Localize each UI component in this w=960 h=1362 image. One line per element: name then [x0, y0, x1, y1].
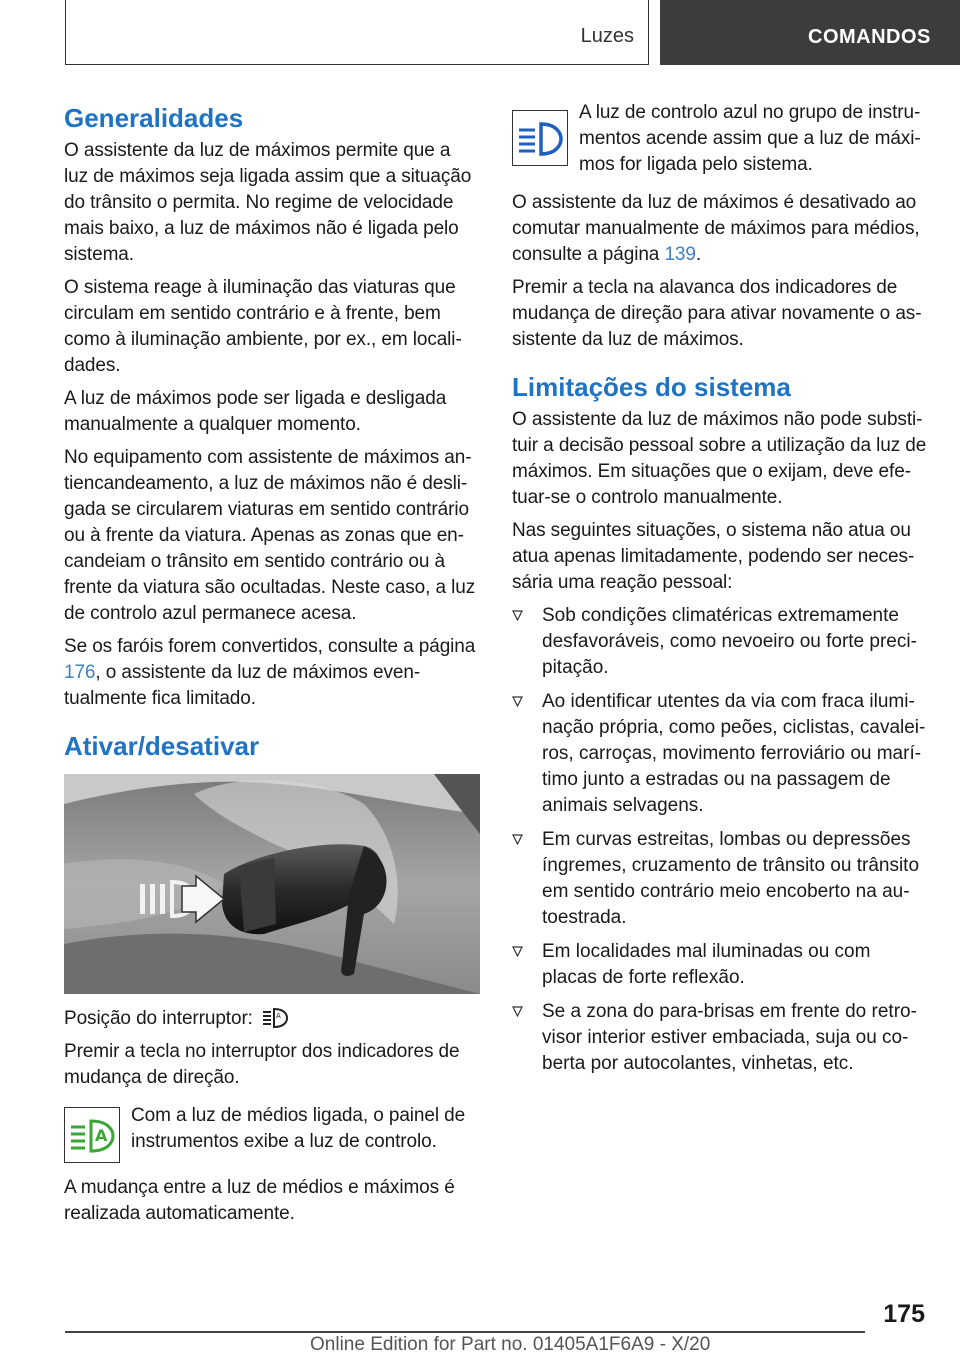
heading-ativar-desativar: Ativar/desativar: [64, 731, 260, 761]
triangle-bullet-icon: [512, 946, 523, 957]
page-number: 175: [883, 1300, 925, 1328]
blue-indicator-text: A luz de controlo azul no grupo de instrumentos acende assim que a luz de máximos for ligada pelo sistema.: [579, 102, 921, 175]
triangle-bullet-icon: [512, 696, 523, 707]
switch-position-line: Posição do interruptor: A: [64, 1006, 478, 1032]
limitations-list: [512, 603, 930, 1077]
header-chapter-title: COMANDOS: [808, 26, 931, 48]
triangle-bullet-icon: [512, 610, 523, 621]
footer-edition: Online Edition for Part no. 01405A1F6A9 - X/20: [310, 1334, 711, 1355]
header-section-box: [65, 0, 649, 65]
paragraph: Nas seguintes situações, o sistema não atua ou atua apenas limitadamente, podendo ser necessária uma reação pessoal:: [512, 520, 915, 593]
list-item: Em localidades mal iluminadas ou com placas de forte reflexão.: [512, 939, 930, 991]
triangle-bullet-icon: [512, 834, 523, 845]
list-item: Em curvas estreitas, lombas ou depressões íngremes, cruzamento de trânsito ou trânsito em sentido contrário meio encoberto na autoestrada.: [512, 827, 930, 931]
paragraph: Se os faróis forem convertidos, consulte a página 176, o assistente da luz de máximos eventualmente fica limitado.: [64, 636, 476, 709]
left-column: [64, 100, 478, 1234]
turn-signal-stalk-photo: [64, 774, 480, 994]
paragraph: Premir a tecla no interruptor dos indicadores de mudança de direção.: [64, 1041, 460, 1088]
paragraph: O assistente da luz de máximos permite que a luz de máximos seja ligada assim que a situação do trânsito o permita. No regime de velocidade mais baixo, a luz de máximos não é ligada pelo sistema.: [64, 140, 472, 265]
svg-text:A: A: [95, 1126, 108, 1145]
heading-generalidades: Generalidades: [64, 103, 244, 133]
paragraph: O assistente da luz de máximos não pode substituir a decisão pessoal sobre a utilização da luz de máximos. Em situações que o exijam, deve efetuar-se o controlo manualmente.: [512, 409, 927, 508]
list-item: Se a zona do para-brisas em frente do retrovisor interior estiver embaciada, suja ou coberta por autocolantes, vinhetas, etc.: [512, 999, 930, 1077]
triangle-bullet-icon: [512, 1006, 523, 1017]
green-indicator-row: [64, 1103, 478, 1163]
blue-indicator-row: [512, 102, 930, 178]
green-indicator-text: Com a luz de médios ligada, o painel de instrumentos exibe a luz de controlo.: [131, 1105, 466, 1152]
paragraph: A mudança entre a luz de médios e máximos é realizada automaticamente.: [64, 1177, 455, 1224]
svg-text:A: A: [275, 1012, 281, 1020]
list-item: Ao identificar utentes da via com fraca iluminação própria, como peões, ciclistas, cavaleiros, carroças, movimento ferroviário ou marítimo junto a estradas ou na passagem de animais selvagens.: [512, 689, 930, 819]
high-beam-assist-green-icon: [64, 1107, 120, 1163]
right-column: [512, 100, 930, 1085]
footer-divider: [65, 1331, 865, 1333]
page-link-176[interactable]: 176: [64, 662, 96, 683]
heading-limitacoes: Limitações do sistema: [512, 372, 791, 402]
paragraph: O sistema reage à iluminação das viaturas que circulam em sentido contrário e à frente, bem como à iluminação ambiente, por ex., em localidades.: [64, 277, 462, 376]
page-link-139[interactable]: 139: [664, 244, 696, 265]
paragraph: A luz de máximos pode ser ligada e desligada manualmente a qualquer momento.: [64, 388, 447, 435]
header-chapter-tab: [660, 0, 960, 65]
paragraph: Premir a tecla na alavanca dos indicadores de mudança de direção para ativar novamente o assistente da luz de máximos.: [512, 277, 922, 350]
header-section-title: Luzes: [580, 25, 634, 47]
paragraph: O assistente da luz de máximos é desativado ao comutar manualmente de máximos para médios, consulte a página 139.: [512, 192, 920, 265]
high-beam-blue-icon: [512, 110, 568, 166]
paragraph: No equipamento com assistente de máximos antiencandeamento, a luz de máximos não é desligada se circularem viaturas em sentido contrário ou à frente da viatura. Apenas as zonas que encandeiam o trânsito em sentido contrário ou à frente da viatura são ocultadas. Neste caso, a luz de controlo azul permanece acesa.: [64, 447, 476, 624]
auto-high-beam-icon: [261, 1006, 289, 1028]
list-item: Sob condições climatéricas extremamente desfavoráveis, como nevoeiro ou forte precipitação.: [512, 603, 930, 681]
